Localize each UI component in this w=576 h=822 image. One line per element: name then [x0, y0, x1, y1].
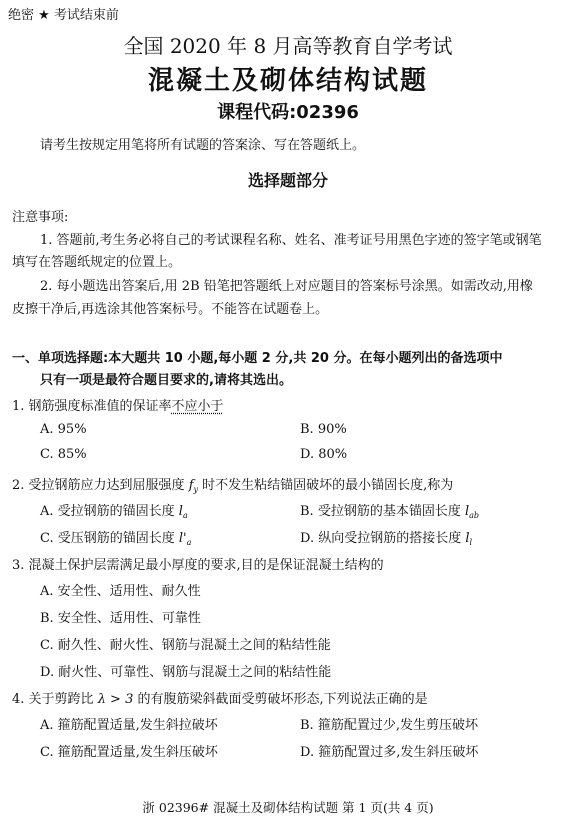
question-2-option-b [300, 500, 479, 520]
question-2-option-b-symbol: l [464, 504, 470, 519]
question-2-option-b-text: B. 受拉钢筋的基本锚固长度 [300, 504, 461, 519]
note-item-1-line-2: 填写在答题纸规定的位置上。 [12, 255, 182, 270]
question-3-option-a: A. 安全性、适用性、耐久性 [40, 584, 201, 599]
question-4-stem-text: 4. 关于剪跨比 [12, 692, 94, 707]
question-2-option-d-text: D. 纵向受拉钢筋的搭接长度 [300, 531, 462, 546]
part1-heading-line-1: 一、单项选择题:本大题共 10 小题,每小题 2 分,共 20 分。在每小题列出的备选项中 [12, 351, 503, 366]
yield-strength-subscript: y [193, 485, 199, 494]
exam-title: 全国 2020 年 8 月高等教育自学考试 [123, 34, 453, 58]
question-3-option-d: D. 耐火性、可靠性、钢筋与混凝土之间的粘结性能 [40, 665, 332, 680]
question-1-stem [12, 395, 224, 414]
question-2-option-c-symbol: l' [178, 531, 187, 546]
yield-strength-symbol: f [188, 478, 194, 493]
question-4-option-a: A. 箍筋配置适量,发生斜拉破坏 [40, 718, 218, 733]
question-4-option-b: B. 箍筋配置过少,发生剪压破坏 [300, 718, 478, 733]
note-item-1-line-1: 1. 答题前,考生务必将自己的考试课程名称、姓名、准考证号用黑色字迹的签字笔或钢笔 [40, 233, 542, 248]
part1-heading-line-2: 只有一项是最符合题目要求的,请将其选出。 [40, 373, 292, 388]
question-2-stem-text: 2. 受拉钢筋应力达到屈服强度 [12, 478, 185, 493]
question-2-option-a-symbol: l [178, 504, 183, 519]
subject-title: 混凝土及砌体结构试题 [147, 66, 428, 96]
question-3-option-c: C. 耐久性、耐火性、钢筋与混凝土之间的粘结性能 [40, 638, 331, 653]
question-2-option-a-text: A. 受拉钢筋的锚固长度 [40, 504, 175, 519]
question-2-option-a [40, 500, 188, 520]
question-2-option-c-text: C. 受压钢筋的锚固长度 [40, 531, 175, 546]
question-1-option-c: C. 85% [40, 447, 87, 462]
question-2-stem [12, 474, 453, 494]
question-2-option-d [300, 527, 472, 547]
confidential-label: 绝密 ★ 考试结束前 [8, 8, 119, 23]
note-item-2-line-2: 皮擦干净后,再选涂其他答案标号。不能答在试题卷上。 [12, 302, 329, 317]
question-4-stem [12, 688, 428, 707]
question-2-option-c [40, 527, 191, 547]
question-1-option-d: D. 80% [300, 447, 348, 462]
page-footer: 浙 02396# 混凝土及砌体结构试题 第 1 页(共 4 页) [142, 800, 434, 815]
shear-span-ratio-condition: λ > 3 [97, 692, 134, 707]
question-2-option-d-symbol: l [465, 531, 470, 546]
question-3-option-b: B. 安全性、适用性、可靠性 [40, 611, 201, 626]
question-2-stem-tail: 时不发生粘结锚固破坏的最小锚固长度,称为 [202, 478, 454, 493]
question-2-option-c-subscript: a [186, 538, 192, 547]
question-4-stem-tail: 的有腹筋梁斜截面受剪破坏形态,下列说法正确的是 [137, 692, 428, 707]
question-2-option-d-subscript: l [469, 538, 473, 547]
question-2-option-a-subscript: a [182, 511, 188, 520]
question-3-stem: 3. 混凝土保护层需满足最小厚度的要求,目的是保证混凝土结构的 [12, 558, 384, 573]
question-2-option-b-subscript: ab [469, 511, 480, 520]
answer-instruction: 请考生按规定用笔将所有试题的答案涂、写在答题纸上。 [40, 138, 366, 153]
question-1-emphasis: 不应小于 [171, 399, 224, 414]
question-1-option-b: B. 90% [300, 422, 347, 437]
course-code: 课程代码:02396 [217, 102, 359, 123]
question-4-option-c: C. 箍筋配置适量,发生斜压破坏 [40, 745, 218, 760]
question-4-option-d: D. 箍筋配置过多,发生斜压破坏 [300, 745, 479, 760]
notes-title: 注意事项: [12, 210, 69, 225]
section-title: 选择题部分 [247, 171, 328, 190]
question-1-option-a: A. 95% [40, 422, 87, 437]
note-item-2-line-1: 2. 每小题选出答案后,用 2B 铅笔把答题纸上对应题目的答案标号涂黑。如需改动,用橡 [40, 279, 533, 294]
question-1-stem-text: 1. 钢筋强度标准值的保证率 [12, 399, 172, 414]
